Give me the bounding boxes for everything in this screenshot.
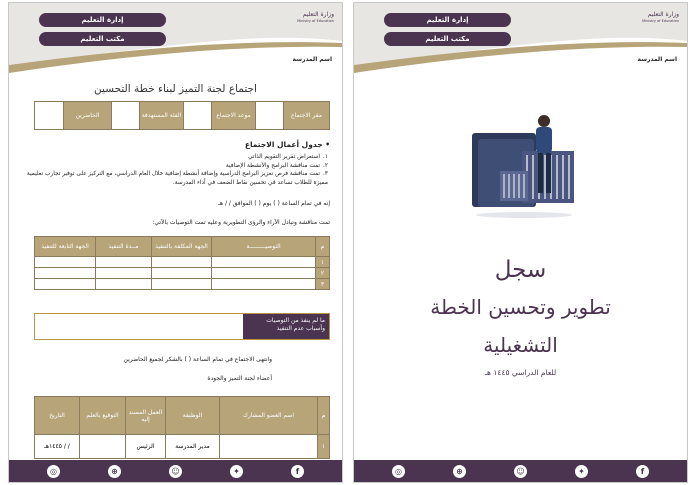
footer-bar xyxy=(9,460,342,482)
meta-cell xyxy=(35,102,64,130)
academic-year: للعام الدراسي ١٤٤٥ هـ xyxy=(484,368,557,377)
table-row: ٣ xyxy=(35,279,330,290)
cover-title-line-3: التشغيلية xyxy=(483,333,558,357)
web-icon[interactable]: ⊕ xyxy=(108,465,121,478)
table-row: ٢ xyxy=(35,268,330,279)
instagram-icon[interactable]: ◎ xyxy=(47,465,60,478)
office-pill: مكتب التعليم xyxy=(39,32,166,46)
meeting-page xyxy=(8,2,343,483)
meta-header: موعد الاجتماع xyxy=(212,102,256,130)
members-table xyxy=(34,396,330,459)
meta-header: الحاضرين xyxy=(64,102,112,130)
cover-page xyxy=(353,2,688,483)
folders-illustration xyxy=(464,111,584,219)
meta-cell xyxy=(112,102,140,130)
twitter-icon[interactable]: ✦ xyxy=(230,465,243,478)
table-row: ١ xyxy=(35,257,330,268)
twitter-icon[interactable]: ✦ xyxy=(575,465,588,478)
agenda-item: ١.استعراض تقرير التقويم الذاتي xyxy=(248,154,328,160)
school-name-label: اسم المدرسة xyxy=(292,56,332,63)
member-header: الوظيفة xyxy=(166,397,220,435)
snapchat-icon[interactable]: ☺ xyxy=(169,465,182,478)
agenda-item: ٢.تمت مناقشة البرامج والأنشطة الإضافية xyxy=(225,162,328,169)
member-header: التاريخ xyxy=(35,397,80,435)
admin-pill: إدارة التعليم xyxy=(39,13,166,27)
web-icon[interactable]: ⊕ xyxy=(453,465,466,478)
meeting-meta-table xyxy=(34,101,330,130)
ministry-logo: وزارة التعليم Ministry of Education xyxy=(642,11,679,23)
ministry-logo: وزارة التعليم Ministry of Education xyxy=(297,11,334,23)
meta-header: مقر الاجتماع xyxy=(284,102,330,130)
meeting-title: اجتماع لجنة التميز لبناء خطة التحسين xyxy=(94,83,257,95)
school-name-label: اسم المدرسة xyxy=(637,56,677,63)
meta-cell xyxy=(184,102,212,130)
agenda-item: ٣.تمت مناقشة فرص تعزيز البرامج الدراسية وإضافة أنشطة إضافية خلال العام الدراسي، مع التركيز على توفير تجارب تعليمية مميزة للطلاب تساعد في تحسين نقاط الضعف في أداء المدرسة. xyxy=(26,171,328,186)
cover-title-line-2: تطوير وتحسين الخطة xyxy=(430,295,611,319)
office-pill: مكتب التعليم xyxy=(384,32,511,46)
facebook-icon[interactable]: f xyxy=(291,465,304,478)
meta-cell xyxy=(256,102,284,130)
rec-header: التوصيـــــــــة xyxy=(212,237,316,257)
instagram-icon[interactable]: ◎ xyxy=(392,465,405,478)
recommendations-table xyxy=(34,236,330,290)
rec-header: الجهة المكلفة بالتنفيذ xyxy=(152,237,212,257)
rec-header: الجهة التابعة للتنفيذ xyxy=(35,237,96,257)
not-done-label: ما لم ينفذ من التوصيات وأسباب عدم التنفيذ xyxy=(243,314,329,339)
table-row: ١ مدير المدرسة الرئيس / / ١٤٤٥هـ xyxy=(35,435,330,459)
not-done-box xyxy=(34,313,330,340)
agenda-list xyxy=(21,153,328,187)
members-heading: أعضاء لجنة التميز والجودة xyxy=(207,375,272,382)
meta-header: الفئة المستهدفة xyxy=(140,102,184,130)
rec-header: مــدة التنفيذ xyxy=(96,237,152,257)
admin-pill: إدارة التعليم xyxy=(384,13,511,27)
member-header: العمل المسند إليه xyxy=(126,397,166,435)
snapchat-icon[interactable]: ☺ xyxy=(514,465,527,478)
closing-text: وانتهى الاجتماع في تمام الساعة ( ) بالشكر لجميع الحاضرين xyxy=(123,356,272,363)
recommendations-intro: تمت مناقشة وتبادل الآراء والرؤى التطويرية وعليه تمت التوصيات بالآتي: xyxy=(152,219,330,226)
footer-bar xyxy=(354,460,687,482)
not-done-field xyxy=(35,314,243,339)
member-header: م xyxy=(318,397,330,435)
facebook-icon[interactable]: f xyxy=(636,465,649,478)
cover-title-line-1: سجل xyxy=(494,257,547,283)
meeting-start-text: إنه في تمام الساعة ( ) يوم ( ) الموافق / / هـ xyxy=(218,200,330,207)
agenda-heading: • جدول أعمال الاجتماع xyxy=(244,140,330,149)
member-header: التوقيع بالعلم xyxy=(80,397,126,435)
rec-header: م xyxy=(316,237,330,257)
member-header: اسم العضو المشارك xyxy=(220,397,318,435)
